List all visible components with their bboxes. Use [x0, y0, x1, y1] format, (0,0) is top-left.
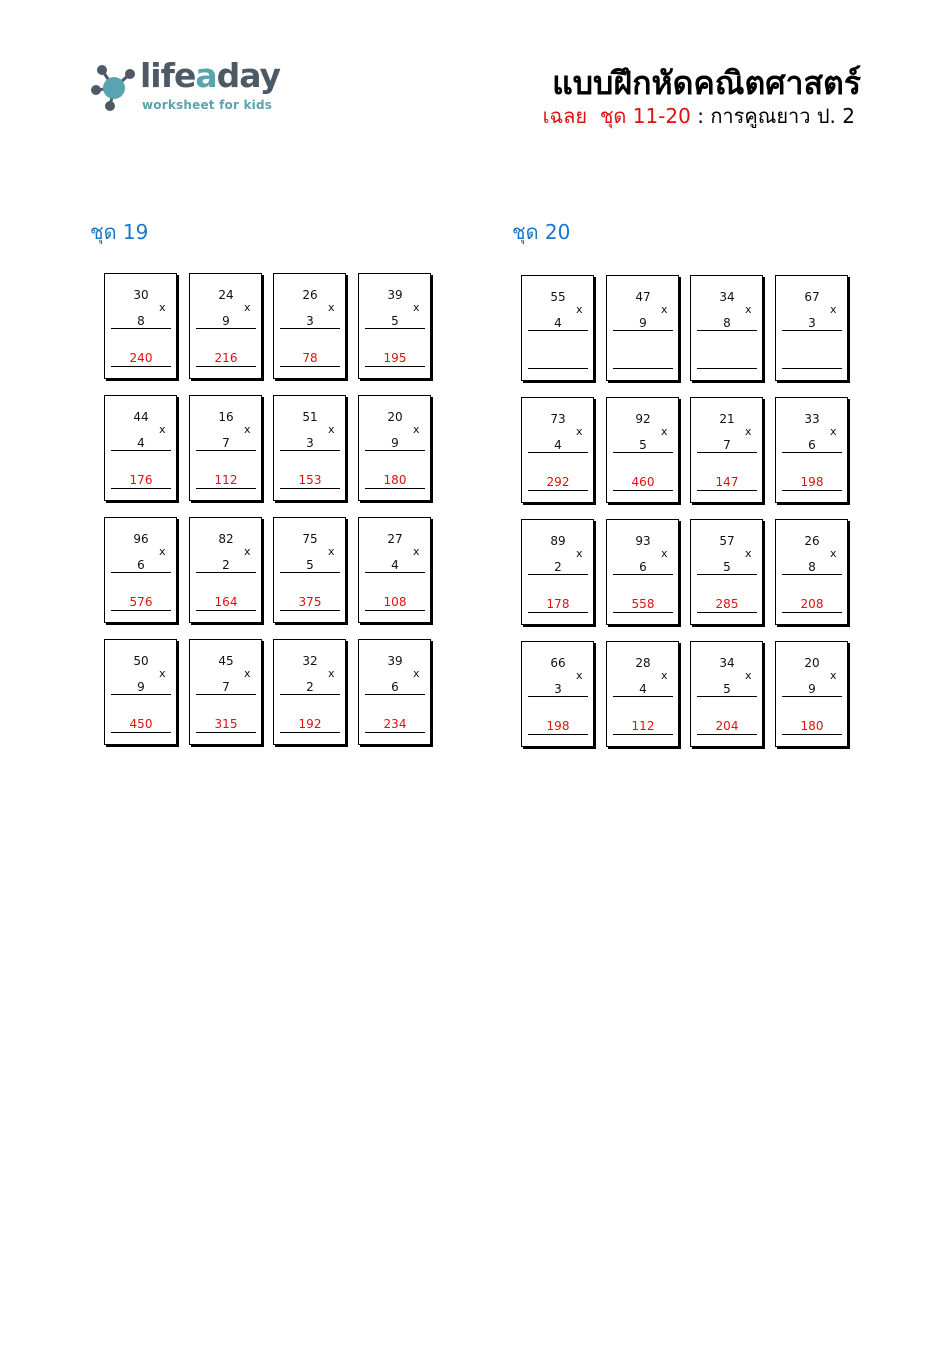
multiplier: 5 — [639, 438, 647, 452]
problem-card — [189, 273, 262, 379]
multiply-sign: x — [159, 667, 166, 680]
multiplicand: 89 — [550, 534, 566, 548]
problem-card — [358, 395, 431, 501]
answer-underline — [365, 610, 425, 611]
multiply-sign: x — [328, 667, 335, 680]
multiplier: 2 — [306, 680, 314, 694]
answer: 292 — [546, 475, 570, 489]
answer: 198 — [800, 475, 824, 489]
problem-card — [273, 517, 346, 623]
problem-card — [189, 639, 262, 745]
problem-card — [521, 275, 594, 381]
multiply-sign: x — [745, 303, 752, 316]
problem-card — [358, 517, 431, 623]
answer-underline — [697, 734, 757, 735]
multiplicand: 45 — [218, 654, 234, 668]
multiply-sign: x — [830, 425, 837, 438]
multiplier: 3 — [808, 316, 816, 330]
product-line — [111, 328, 171, 329]
multiplicand: 92 — [635, 412, 651, 426]
answer: 147 — [715, 475, 739, 489]
answer: 240 — [129, 351, 153, 365]
multiplier: 5 — [723, 560, 731, 574]
multiplier: 9 — [808, 682, 816, 696]
answer-underline — [613, 368, 673, 369]
multiplier: 6 — [639, 560, 647, 574]
problem-card — [690, 641, 763, 747]
answer: 216 — [214, 351, 238, 365]
product-line — [782, 330, 842, 331]
product-line — [365, 694, 425, 695]
answer-underline — [196, 488, 256, 489]
product-line — [613, 330, 673, 331]
answer-underline — [782, 734, 842, 735]
multiply-sign: x — [159, 301, 166, 314]
logo-molecule-icon — [90, 60, 138, 112]
answer-underline — [697, 612, 757, 613]
multiplicand: 55 — [550, 290, 566, 304]
multiplier: 5 — [723, 682, 731, 696]
product-line — [196, 328, 256, 329]
product-line — [111, 572, 171, 573]
multiplier: 9 — [391, 436, 399, 450]
product-line — [365, 328, 425, 329]
multiplier: 3 — [554, 682, 562, 696]
problem-card — [358, 273, 431, 379]
product-line — [280, 328, 340, 329]
multiplier: 8 — [808, 560, 816, 574]
product-line — [196, 572, 256, 573]
product-line — [613, 574, 673, 575]
answer-underline — [111, 366, 171, 367]
multiply-sign: x — [745, 425, 752, 438]
answer: 234 — [383, 717, 407, 731]
multiply-sign: x — [661, 303, 668, 316]
page-title: แบบฝึกหัดคณิตศาสตร์ — [552, 64, 861, 102]
answer: 204 — [715, 719, 739, 733]
answer-underline — [782, 490, 842, 491]
answer: 198 — [546, 719, 570, 733]
answer-underline — [196, 610, 256, 611]
multiplier: 4 — [554, 438, 562, 452]
multiplier: 9 — [137, 680, 145, 694]
multiplier: 5 — [306, 558, 314, 572]
multiply-sign: x — [661, 547, 668, 560]
page-subtitle — [543, 100, 855, 132]
product-line — [280, 694, 340, 695]
problem-card — [189, 395, 262, 501]
product-line — [613, 696, 673, 697]
answer: 192 — [298, 717, 322, 731]
multiply-sign: x — [830, 303, 837, 316]
multiplier: 7 — [222, 436, 230, 450]
answer: 576 — [129, 595, 153, 609]
multiplier: 4 — [554, 316, 562, 330]
multiplicand: 82 — [218, 532, 234, 546]
multiply-sign: x — [328, 423, 335, 436]
answer: 180 — [383, 473, 407, 487]
multiply-sign: x — [159, 423, 166, 436]
product-line — [365, 450, 425, 451]
answer: 112 — [631, 719, 655, 733]
multiplier: 6 — [391, 680, 399, 694]
logo-tagline: worksheet for kids — [142, 98, 273, 112]
problem-card — [521, 519, 594, 625]
answer: 375 — [298, 595, 322, 609]
answer-underline — [528, 490, 588, 491]
multiplier: 9 — [222, 314, 230, 328]
answer-key-label: เฉลย — [542, 104, 588, 128]
multiplicand: 26 — [804, 534, 820, 548]
answer: 164 — [214, 595, 238, 609]
multiplicand: 30 — [133, 288, 149, 302]
problem-card — [606, 641, 679, 747]
multiplicand: 21 — [719, 412, 735, 426]
multiplier: 8 — [137, 314, 145, 328]
multiplicand: 93 — [635, 534, 651, 548]
answer-underline — [280, 488, 340, 489]
problem-card — [273, 639, 346, 745]
problem-card — [690, 397, 763, 503]
problem-card — [775, 397, 848, 503]
multiply-sign: x — [413, 301, 420, 314]
set-label: ชุด 19 — [90, 220, 149, 244]
lifeaday-logo — [90, 56, 281, 116]
problem-card — [358, 639, 431, 745]
multiplicand: 47 — [635, 290, 651, 304]
product-line — [528, 330, 588, 331]
answer: 460 — [631, 475, 655, 489]
logo-wordmark: lifeaday — [140, 56, 281, 95]
product-line — [111, 450, 171, 451]
multiplicand: 51 — [302, 410, 318, 424]
answer-underline — [528, 734, 588, 735]
multiplier: 4 — [639, 682, 647, 696]
answer: 178 — [546, 597, 570, 611]
multiplicand: 96 — [133, 532, 149, 546]
answer-underline — [782, 368, 842, 369]
multiplicand: 57 — [719, 534, 735, 548]
product-line — [528, 574, 588, 575]
multiplier: 7 — [222, 680, 230, 694]
problem-card — [606, 275, 679, 381]
answer-underline — [280, 366, 340, 367]
multiplicand: 32 — [302, 654, 318, 668]
answer-underline — [528, 612, 588, 613]
product-line — [697, 574, 757, 575]
product-line — [697, 330, 757, 331]
multiplicand: 27 — [387, 532, 403, 546]
multiplicand: 26 — [302, 288, 318, 302]
answer-underline — [613, 490, 673, 491]
problem-card — [104, 395, 177, 501]
multiplicand: 39 — [387, 288, 403, 302]
multiply-sign: x — [244, 667, 251, 680]
multiply-sign: x — [745, 669, 752, 682]
problem-card — [606, 519, 679, 625]
problem-card — [606, 397, 679, 503]
multiplicand: 75 — [302, 532, 318, 546]
multiply-sign: x — [244, 301, 251, 314]
multiplier: 4 — [137, 436, 145, 450]
multiply-sign: x — [244, 545, 251, 558]
answer: 153 — [298, 473, 322, 487]
multiplier: 6 — [808, 438, 816, 452]
answer-underline — [365, 366, 425, 367]
answer: 285 — [715, 597, 739, 611]
product-line — [782, 696, 842, 697]
product-line — [280, 572, 340, 573]
multiplier: 2 — [222, 558, 230, 572]
problem-card — [104, 273, 177, 379]
set-range-label: ชุด 11-20 — [599, 104, 691, 128]
answer-underline — [697, 490, 757, 491]
problem-card — [521, 397, 594, 503]
multiply-sign: x — [328, 545, 335, 558]
multiplicand: 24 — [218, 288, 234, 302]
product-line — [697, 696, 757, 697]
problem-card — [104, 639, 177, 745]
multiplier: 2 — [554, 560, 562, 574]
multiplicand: 20 — [387, 410, 403, 424]
answer-underline — [365, 732, 425, 733]
answer: 450 — [129, 717, 153, 731]
product-line — [280, 450, 340, 451]
answer: 195 — [383, 351, 407, 365]
multiplicand: 67 — [804, 290, 820, 304]
multiplicand: 44 — [133, 410, 149, 424]
product-line — [613, 452, 673, 453]
answer: 108 — [383, 595, 407, 609]
multiplier: 6 — [137, 558, 145, 572]
problem-card — [690, 519, 763, 625]
problem-card — [775, 275, 848, 381]
multiplicand: 33 — [804, 412, 820, 426]
answer-underline — [528, 368, 588, 369]
product-line — [196, 694, 256, 695]
answer-underline — [196, 732, 256, 733]
answer-underline — [196, 366, 256, 367]
multiplicand: 50 — [133, 654, 149, 668]
multiplier: 7 — [723, 438, 731, 452]
multiply-sign: x — [661, 669, 668, 682]
product-line — [111, 694, 171, 695]
problem-card — [690, 275, 763, 381]
problem-card — [273, 273, 346, 379]
multiplicand: 66 — [550, 656, 566, 670]
multiplier: 3 — [306, 314, 314, 328]
product-line — [528, 452, 588, 453]
multiplicand: 39 — [387, 654, 403, 668]
answer: 112 — [214, 473, 238, 487]
problem-card — [273, 395, 346, 501]
multiplier: 3 — [306, 436, 314, 450]
problem-card — [775, 519, 848, 625]
answer-underline — [111, 732, 171, 733]
problem-card — [521, 641, 594, 747]
multiplicand: 34 — [719, 290, 735, 304]
answer: 176 — [129, 473, 153, 487]
answer: 315 — [214, 717, 238, 731]
product-line — [782, 452, 842, 453]
multiply-sign: x — [745, 547, 752, 560]
answer: 208 — [800, 597, 824, 611]
answer: 558 — [631, 597, 655, 611]
multiply-sign: x — [830, 547, 837, 560]
multiply-sign: x — [328, 301, 335, 314]
answer-underline — [365, 488, 425, 489]
answer-underline — [111, 610, 171, 611]
multiply-sign: x — [159, 545, 166, 558]
answer-underline — [613, 612, 673, 613]
multiplier: 9 — [639, 316, 647, 330]
product-line — [365, 572, 425, 573]
answer-underline — [280, 732, 340, 733]
topic-label: : การคูณยาว ป. 2 — [690, 104, 855, 128]
multiplier: 8 — [723, 316, 731, 330]
answer-underline — [613, 734, 673, 735]
answer-underline — [111, 488, 171, 489]
product-line — [196, 450, 256, 451]
multiply-sign: x — [413, 423, 420, 436]
multiplicand: 73 — [550, 412, 566, 426]
set-label: ชุด 20 — [512, 220, 571, 244]
multiply-sign: x — [244, 423, 251, 436]
multiplicand: 20 — [804, 656, 820, 670]
answer: 78 — [302, 351, 318, 365]
multiply-sign: x — [576, 669, 583, 682]
answer-underline — [697, 368, 757, 369]
multiplier: 4 — [391, 558, 399, 572]
multiplier: 5 — [391, 314, 399, 328]
product-line — [782, 574, 842, 575]
multiply-sign: x — [413, 667, 420, 680]
multiplicand: 16 — [218, 410, 234, 424]
multiply-sign: x — [413, 545, 420, 558]
answer-underline — [280, 610, 340, 611]
answer-underline — [782, 612, 842, 613]
problem-card — [775, 641, 848, 747]
multiply-sign: x — [661, 425, 668, 438]
product-line — [528, 696, 588, 697]
product-line — [697, 452, 757, 453]
problem-card — [189, 517, 262, 623]
multiplicand: 34 — [719, 656, 735, 670]
multiplicand: 28 — [635, 656, 651, 670]
answer: 180 — [800, 719, 824, 733]
multiply-sign: x — [576, 303, 583, 316]
multiply-sign: x — [830, 669, 837, 682]
problem-card — [104, 517, 177, 623]
multiply-sign: x — [576, 425, 583, 438]
multiply-sign: x — [576, 547, 583, 560]
